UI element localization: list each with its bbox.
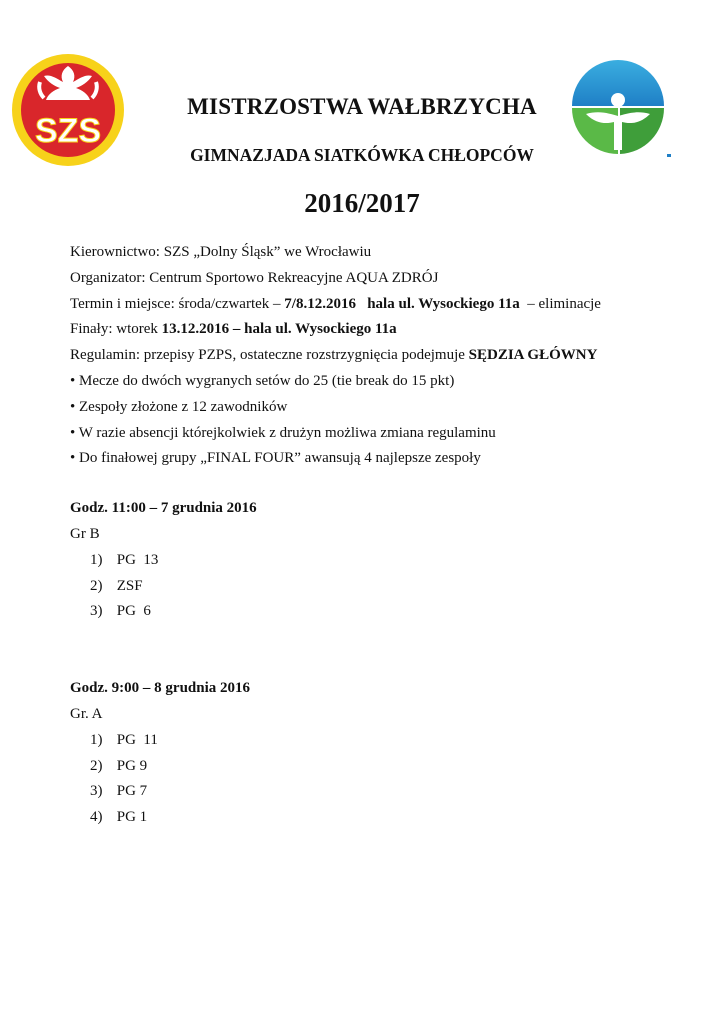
termin-suffix: – eliminacje [523, 295, 601, 312]
team-list-item [70, 779, 700, 805]
termin-venue: hala ul. Wysockiego 11a [367, 295, 520, 312]
team-list-item [70, 754, 700, 780]
team-name: PG 7 [116, 783, 148, 800]
rule-bullet: • Mecze do dwóch wygranych setów do 25 (tie break do 15 pkt) [70, 372, 455, 389]
team-number: 4) [90, 809, 103, 826]
document-body [70, 240, 700, 831]
spacer [70, 472, 700, 496]
schedule-heading-2: Godz. 9:00 – 8 grudnia 2016 [70, 680, 251, 697]
spacer [70, 625, 700, 676]
season-year: 2016/2017 [304, 188, 420, 218]
regulamin-line [70, 343, 700, 369]
team-number: 1) [90, 551, 103, 568]
team-name: ZSF [116, 577, 143, 594]
team-list-item [70, 805, 700, 831]
finaly-date-venue: 13.12.2016 – hala ul. Wysockiego 11a [161, 321, 397, 338]
rule-bullet: • Do finałowej grupy „FINAL FOUR” awansują 4 najlepsze zespoły [70, 450, 481, 467]
team-number: 2) [90, 757, 103, 774]
team-list-item [70, 548, 700, 574]
regulamin-prefix: Regulamin: przepisy PZPS, ostateczne rozstrzygnięcia podejmuje [70, 347, 469, 364]
team-name: PG 9 [116, 757, 148, 774]
finaly-line [70, 317, 700, 343]
team-number: 1) [90, 731, 103, 748]
termin-date: 7/8.12.2016 [284, 295, 356, 312]
organizator-line: Organizator: Centrum Sportowo Rekreacyjne AQUA ZDRÓJ [70, 269, 439, 286]
team-number: 3) [90, 603, 103, 620]
termin-line [70, 292, 700, 318]
rule-bullet: • W razie absencji którejkolwiek z drużyn możliwa zmiana regulaminu [70, 424, 496, 441]
finaly-prefix: Finały: wtorek [70, 321, 162, 338]
team-name: PG 11 [116, 731, 158, 748]
team-list-item [70, 574, 700, 600]
page-title: MISTRZOSTWA WAŁBRZYCHA [187, 94, 537, 119]
group-label-1: Gr B [70, 525, 100, 542]
team-list-item [70, 599, 700, 625]
regulamin-referee: SĘDZIA GŁÓWNY [468, 347, 598, 364]
team-name: PG 13 [116, 551, 159, 568]
team-name: PG 6 [116, 603, 151, 620]
rule-bullet: • Zespoły złożone z 12 zawodników [70, 398, 288, 415]
team-number: 2) [90, 577, 103, 594]
team-name: PG 1 [116, 809, 148, 826]
page-subtitle: GIMNAZJADA SIATKÓWKA CHŁOPCÓW [190, 145, 534, 165]
kierownictwo-line: Kierownictwo: SZS „Dolny Śląsk” we Wrocławiu [70, 244, 372, 260]
team-list-item [70, 728, 700, 754]
group-label-2: Gr. A [70, 705, 103, 722]
team-number: 3) [90, 783, 103, 800]
schedule-heading-1: Godz. 11:00 – 7 grudnia 2016 [70, 500, 257, 517]
szs-logo-text: SZS [34, 112, 102, 150]
termin-prefix: Termin i miejsce: środa/czwartek – [70, 295, 285, 312]
